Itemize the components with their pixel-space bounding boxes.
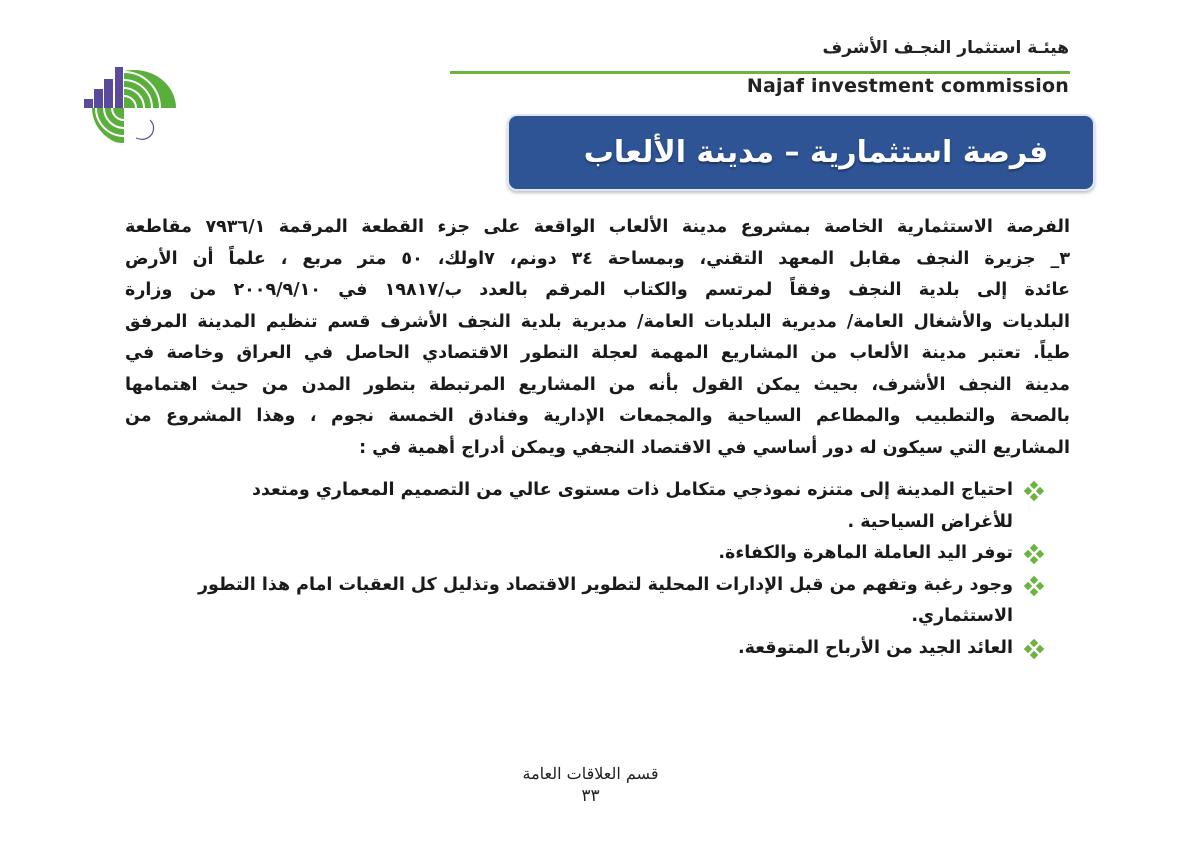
paragraph-line: عائدة إلى بلدية النجف وفقاً لمرتسم والكتاب المرقم بالعدد ب/١٩٨١٧ في ٢٠٠٩/٩/١٠ من وزارة: [125, 280, 1070, 300]
diamond-dots-bullet-icon: [1025, 482, 1043, 500]
list-item-text: العائد الجيد من الأرباح المتوقعة.: [738, 637, 1013, 658]
page-title-banner: [507, 114, 1095, 191]
diamond-dots-bullet-icon: [1025, 577, 1043, 595]
najaf-investment-logo: [80, 42, 180, 150]
list-item-text: الاستثماري.: [911, 606, 1013, 626]
paragraph-line: بالصحة والتطبيب والمطاعم السياحية والمجمعات الإدارية وفنادق الخمسة نجوم ، وهذا المشروع من: [125, 406, 1070, 426]
description-paragraph: [125, 212, 1070, 464]
diamond-dots-bullet-icon: [1025, 545, 1043, 563]
diamond-dots-bullet-icon: [1025, 640, 1043, 658]
paragraph-line: الفرصة الاستثمارية الخاصة بمشروع مدينة الألعاب الواقعة على جزء القطعة المرقمة ٧٩٣٦/١ مقاطعة: [125, 217, 1070, 237]
paragraph-line: مدينة النجف الأشرف، بحيث يمكن القول بأنه من المشاريع المرتبطة بتطور المدن من حيث اهتمامها: [125, 374, 1070, 395]
org-name-arabic: هيئـة استثمار النجـف الأشرف: [822, 38, 1069, 58]
paragraph-line: ٣_ جزيرة النجف مقابل المعهد التقني، وبمساحة ٣٤ دونم، ٧اولك، ٥٠ متر مربع ، علماً أن الأرض: [125, 248, 1070, 269]
page-title: فرصة استثمارية – مدينة الألعاب: [583, 135, 1049, 170]
page-number: ٣٣: [581, 786, 600, 806]
list-item-text: وجود رغبة وتفهم من قبل الإدارات المحلية لتطوير الاقتصاد وتذليل كل العقبات امام هذا التطور: [197, 574, 1013, 595]
header-divider: [450, 71, 1070, 74]
importance-list: [125, 475, 1043, 664]
org-name-english: Najaf investment commission: [746, 75, 1069, 97]
footer-department: قسم العلاقات العامة: [522, 764, 659, 783]
list-item-text: توفر اليد العاملة الماهرة والكفاءة.: [718, 543, 1013, 563]
list-item: [125, 538, 1043, 570]
list-item-text: احتياج المدينة إلى متنزه نموذجي متكامل ذات مستوى عالي من التصميم المعماري ومتعدد: [251, 480, 1013, 500]
list-item-text: للأغراض السياحية .: [847, 511, 1013, 532]
list-item: [125, 633, 1043, 665]
paragraph-line: المشاريع التي سيكون له دور أساسي في الاقتصاد النجفي ويمكن أدراج أهمية في :: [359, 437, 1070, 458]
paragraph-line: طياً. تعتبر مدينة الألعاب من المشاريع المهمة لعجلة التطور الاقتصادي الحاصل في العراق وخاصة في: [125, 343, 1070, 363]
list-item: [125, 570, 1043, 633]
list-item: [125, 475, 1043, 538]
paragraph-line: البلديات والأشغال العامة/ مديرية البلديات العامة/ مديرية بلدية النجف الأشرف قسم تنظيم المدينة المرفق: [125, 311, 1070, 332]
